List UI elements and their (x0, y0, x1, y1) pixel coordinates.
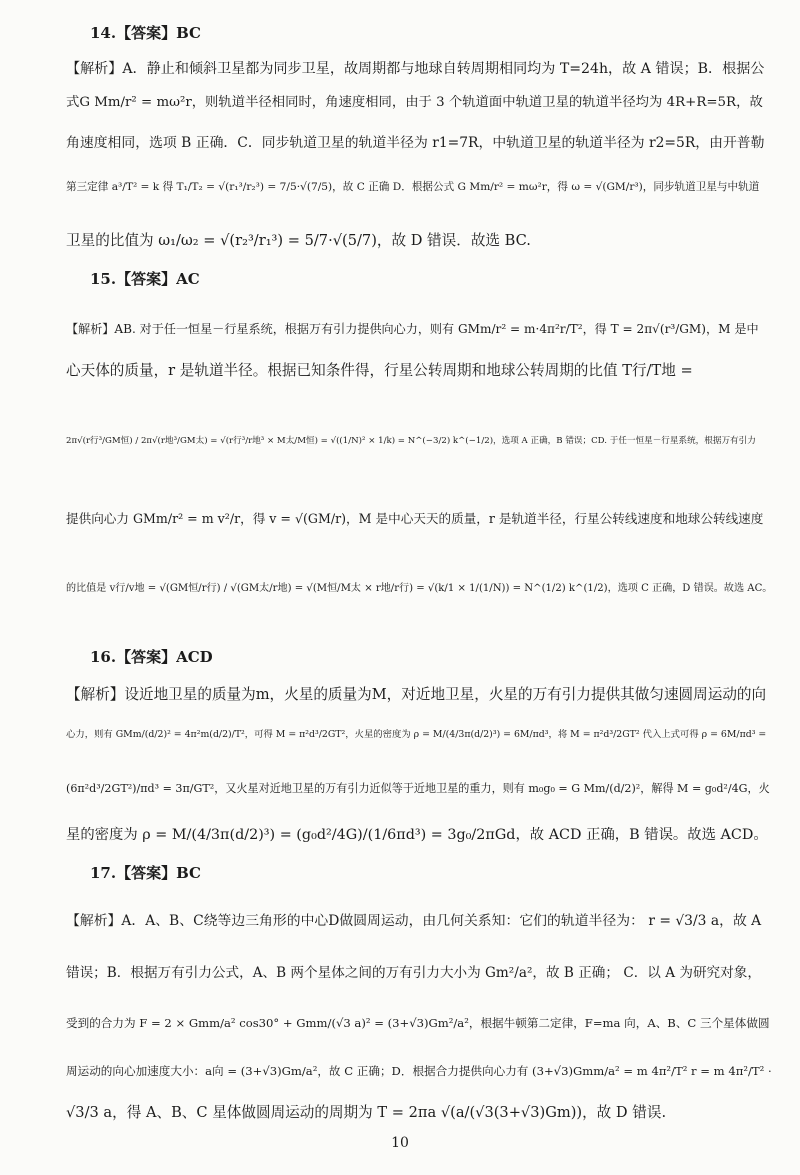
q14-answer: 14.【答案】BC (90, 24, 201, 42)
q15-answer: 15.【答案】AC (90, 270, 200, 288)
q14-line-1: 【解析】A．静止和倾斜卫星都为同步卫星，故周期都与地球自转周期相同均为 T=24h，故 A 错误；B．根据公 (66, 61, 765, 77)
q16-line-4: 星的密度为 ρ = M/(4/3π(d/2)³) = (g₀d²/4G)/(1/6πd³) = 3g₀/2πGd，故 ACD 正确，B 错误。故选 ACD。 (66, 827, 768, 843)
q14-line-4: 第三定律 a³/T² = k 得 T₁/T₂ = √(r₁³/r₂³) = 7/5·√(7/5)，故 C 正确 D．根据公式 G Mm/r² = mω²r，得 ω = √(GM/r³)，同步轨道卫星与中轨道 (66, 181, 760, 193)
q17-answer: 17.【答案】BC (90, 864, 201, 882)
q17-line-2: 错误；B．根据万有引力公式，A、B 两个星体之间的万有引力大小为 Gm²/a²，故 B 正确； C．以 A 为研究对象， (66, 965, 761, 981)
q16-line-1: 【解析】设近地卫星的质量为m，火星的质量为M，对近地卫星，火星的万有引力提供其做匀速圆周运动的向 (66, 686, 767, 703)
q16-line-2: 心力，则有 GMm/(d/2)² = 4π²m(d/2)/T²，可得 M = π²d³/2GT²，火星的密度为 ρ = M/(4/3π(d/2)³) = 6M/πd³，将 M = π²d³/2GT² 代入上式可得 ρ = 6M/πd³ = (66, 729, 767, 740)
q15-line-4: 提供向心力 GMm/r² = m v²/r，得 v = √(GM/r)，M 是中心天天的质量，r 是轨道半径，行星公转线速度和地球公转线速度 (66, 511, 764, 526)
q16-answer: 16.【答案】ACD (90, 648, 213, 666)
q15-line-3: 2π√(r行³/GM恒) / 2π√(r地³/GM太) = √(r行³/r地³ × M太/M恒) = √((1/N)² × 1/k) = N^(−3/2) k^(−1/2)，选项 A 正确，B 错误；CD. 于任一恒星－行星系统，根据万有引力 (66, 436, 756, 446)
q14-line-2: 式G Mm/r² = mω²r，则轨道半径相同时，角速度相同，由于 3 个轨道面中轨道卫星的轨道半径均为 4R+R=5R，故 (66, 95, 763, 110)
q17-line-3: 受到的合力为 F = 2 × Gmm/a² cos30° + Gmm/(√3 a)² = (3+√3)Gm²/a²，根据牛顿第二定律，F=ma 向，A、B、C 三个星体做圆 (66, 1016, 770, 1030)
q14-line-3: 角速度相同，选项 B 正确．C．同步轨道卫星的轨道半径为 r1=7R，中轨道卫星的轨道半径为 r2=5R，由开普勒 (66, 135, 765, 151)
q15-line-5: 的比值是 v行/v地 = √(GM恒/r行) / √(GM太/r地) = √(M恒/M太 × r地/r行) = √(k/1 × 1/(1/N)) = N^(1/2) k^(1/2)，选项 C 正确，D 错误。故选 AC。 (66, 583, 772, 594)
q16-line-3: (6π²d³/2GT²)/πd³ = 3π/GT²，又火星对近地卫星的万有引力近似等于近地卫星的重力，则有 m₀g₀ = G Mm/(d/2)²，解得 M = g₀d²/4G，火 (66, 782, 770, 795)
q17-line-1: 【解析】A．A、B、C绕等边三角形的中心D做圆周运动，由几何关系知：它们的轨道半径为： r = √3/3 a，故 A (66, 913, 762, 929)
q15-line-2: 心天体的质量，r 是轨道半径。根据已知条件得，行星公转周期和地球公转周期的比值 T行/T地 = (66, 362, 693, 379)
q14-line-5: 卫星的比值为 ω₁/ω₂ = √(r₂³/r₁³) = 5/7·√(5/7)，故 D 错误．故选 BC. (66, 232, 531, 249)
q17-line-5: √3/3 a，得 A、B、C 星体做圆周运动的周期为 T = 2πa √(a/(√3(3+√3)Gm))，故 D 错误. (66, 1104, 667, 1121)
q15-line-1: 【解析】AB. 对于任一恒星－行星系统，根据万有引力提供向心力，则有 GMm/r² = m·4π²r/T²，得 T = 2π√(r³/GM)，M 是中 (66, 322, 759, 336)
q17-line-4: 周运动的向心加速度大小：a向 = (3+√3)Gm/a²，故 C 正确；D．根据合力提供向心力有 (3+√3)Gmm/a² = m 4π²/T² r = m 4π²/T² · (66, 1064, 772, 1078)
page-number: 10 (391, 1135, 409, 1151)
